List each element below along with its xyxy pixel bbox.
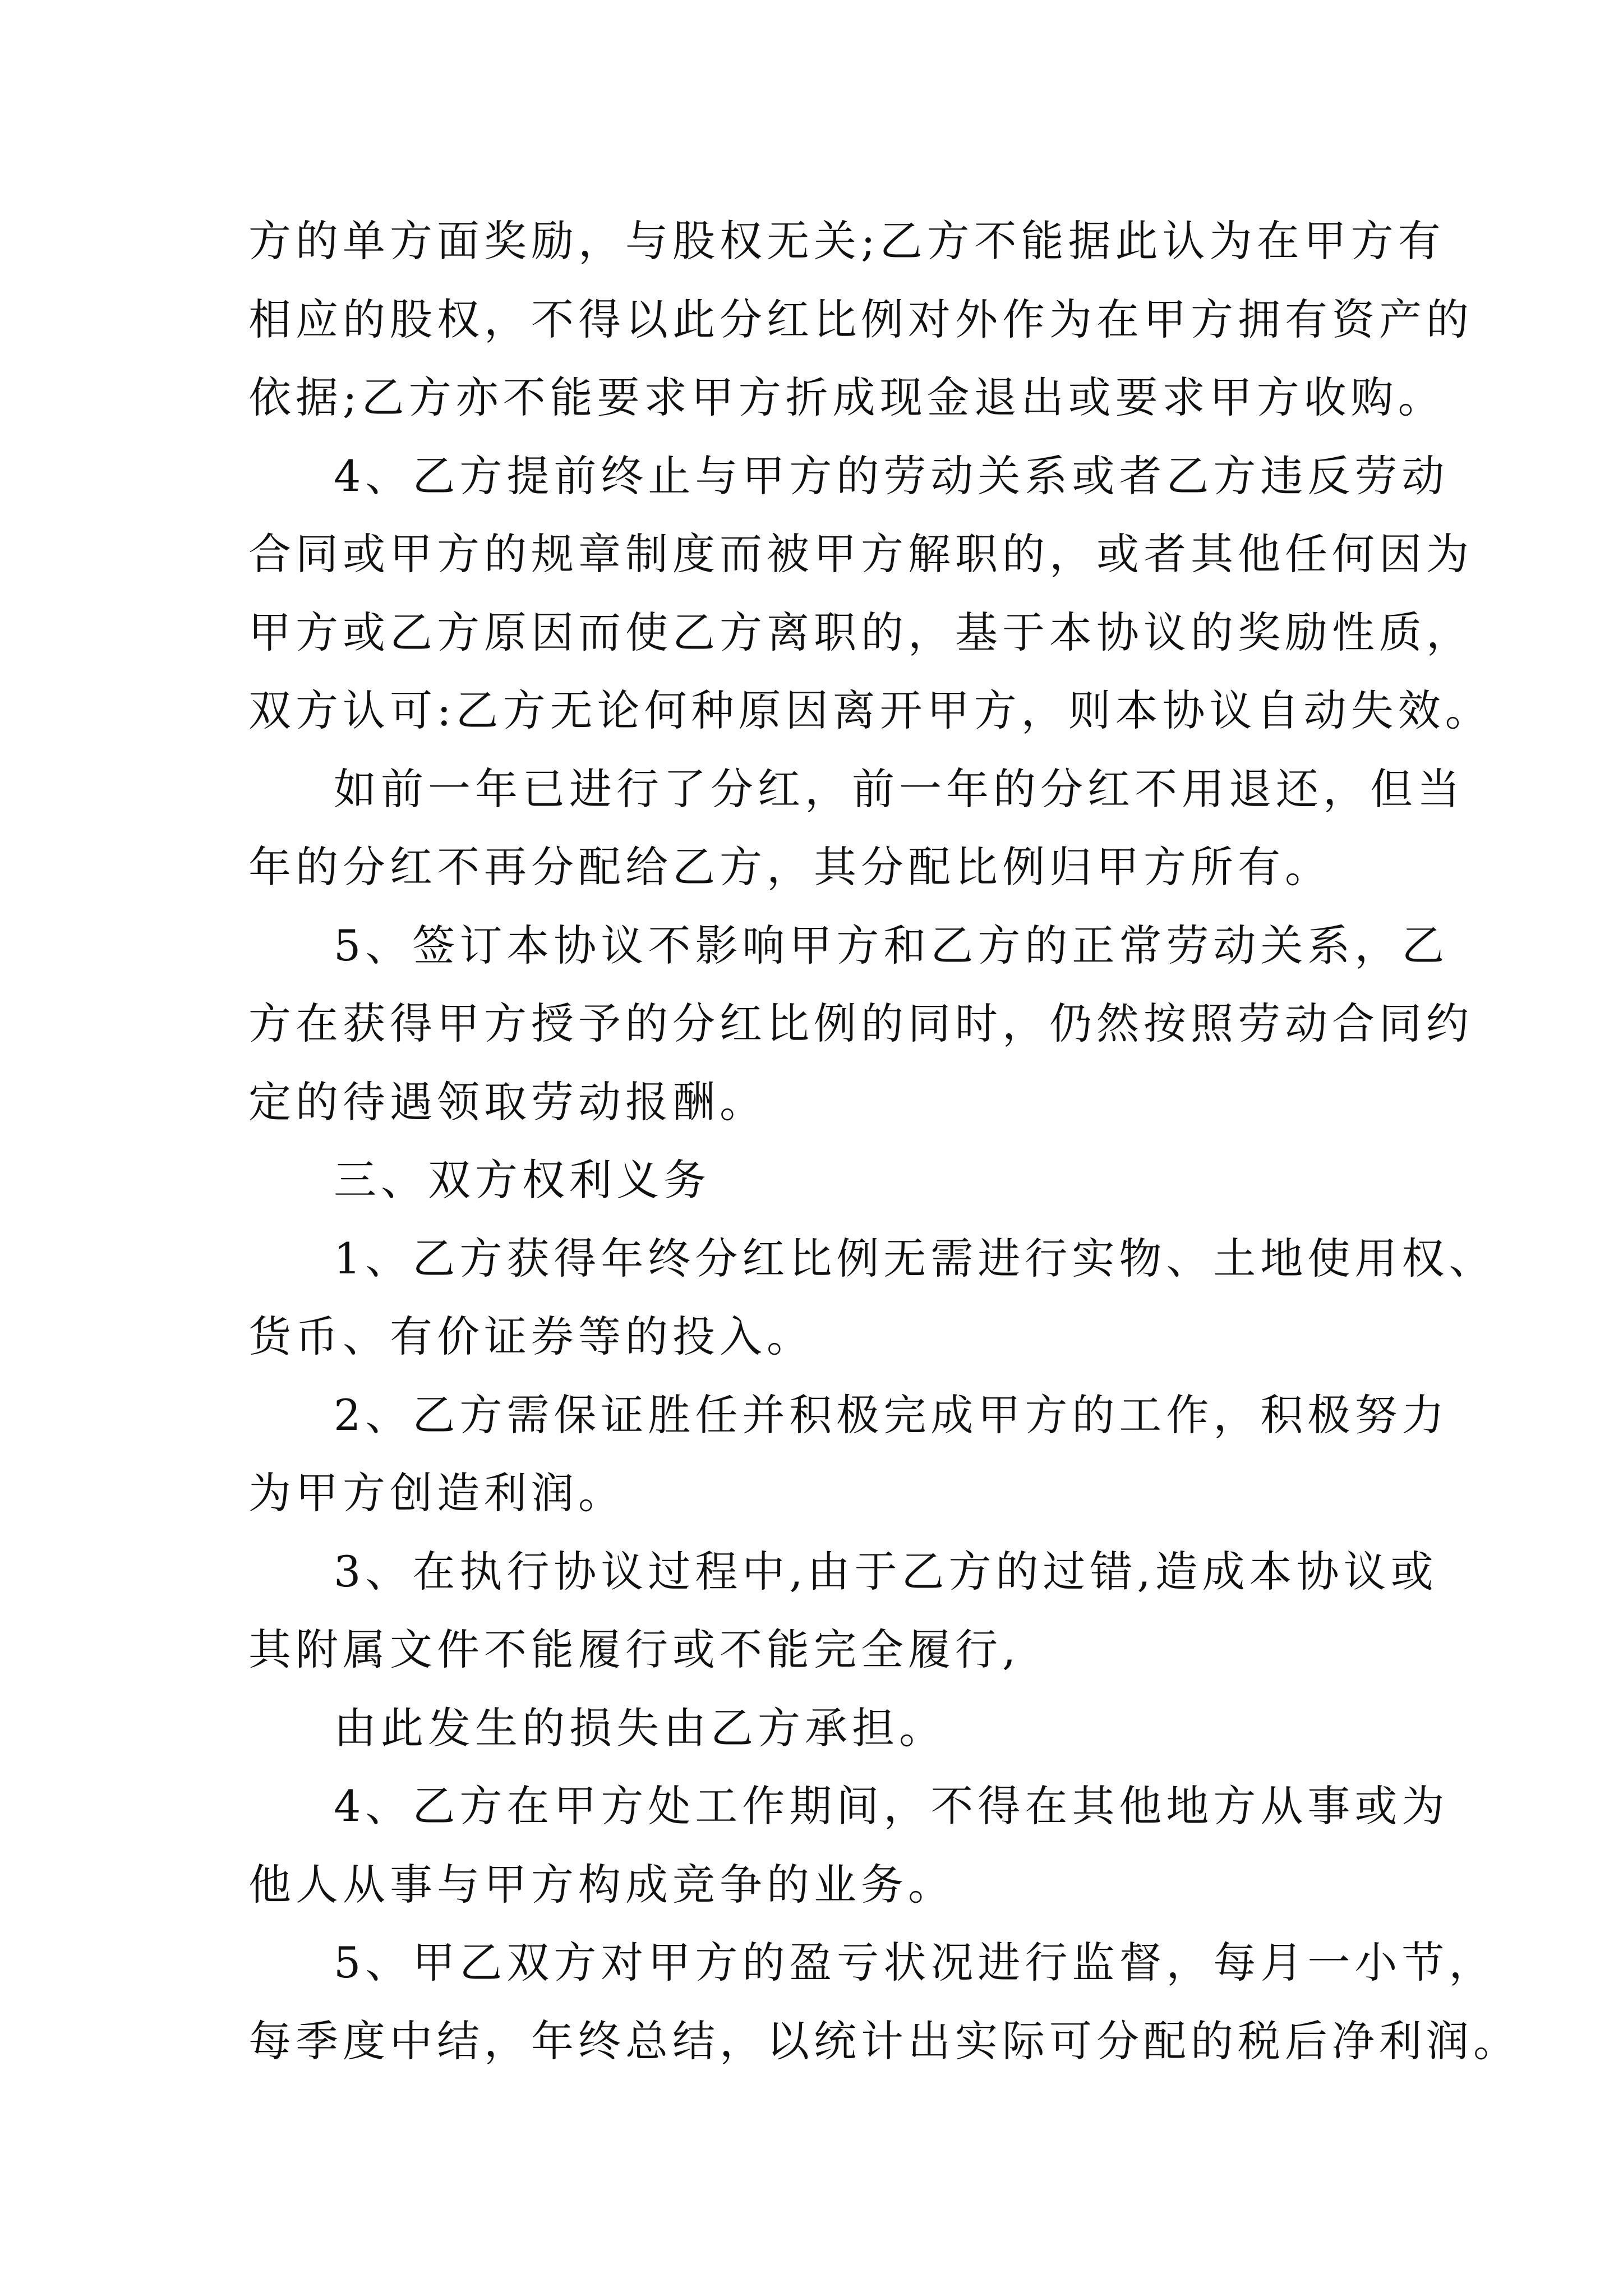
- text-line-14: 1、乙方获得年终分红比例无需进行实物、土地使用权、: [334, 1233, 1496, 1283]
- text-line-06: 甲方或乙方原因而使乙方离职的，基于本协议的奖励性质，: [248, 607, 1473, 657]
- text-line-15: 货币、有价证券等的投入。: [248, 1312, 814, 1361]
- text-line-01: 方的单方面奖励，与股权无关;乙方不能据此认为在甲方有: [248, 216, 1445, 266]
- text-line-23: 5、甲乙双方对甲方的盈亏状况进行监督，每月一小节，: [334, 1938, 1496, 1987]
- text-line-05: 合同或甲方的规章制度而被甲方解职的，或者其他任何因为: [248, 529, 1473, 579]
- text-line-18: 3、在执行协议过程中,由于乙方的过错,造成本协议或: [334, 1546, 1438, 1596]
- text-line-07: 双方认可:乙方无论何种原因离开甲方，则本协议自动失效。: [248, 685, 1492, 735]
- document-body: [248, 202, 1520, 2080]
- text-line-09: 年的分红不再分配给乙方，其分配比例归甲方所有。: [248, 842, 1332, 892]
- text-line-19: 其附属文件不能履行或不能完全履行,: [248, 1625, 1021, 1674]
- text-line-17: 为甲方创造利润。: [248, 1468, 625, 1518]
- text-line-08: 如前一年已进行了分红，前一年的分红不用退还，但当: [334, 763, 1464, 814]
- text-line-22: 他人从事与甲方构成竞争的业务。: [248, 1859, 955, 1910]
- text-line-20: 由此发生的损失由乙方承担。: [334, 1703, 946, 1753]
- text-line-10: 5、签订本协议不影响甲方和乙方的正常劳动关系，乙: [334, 920, 1449, 970]
- text-line-24: 每季度中结，年终总结，以统计出实际可分配的税后净利润。: [248, 2016, 1520, 2066]
- text-line-03: 依据;乙方亦不能要求甲方折成现金退出或要求甲方收购。: [248, 372, 1445, 422]
- text-line-04: 4、乙方提前终止与甲方的劳动关系或者乙方违反劳动: [334, 450, 1449, 501]
- text-line-21: 4、乙方在甲方处工作期间，不得在其他地方从事或为: [334, 1781, 1449, 1831]
- text-line-02: 相应的股权，不得以此分红比例对外作为在甲方拥有资产的: [248, 294, 1473, 344]
- text-line-12: 定的待遇领取劳动报酬。: [248, 1076, 767, 1127]
- section-heading: 三、双方权利义务: [334, 1155, 711, 1205]
- text-line-16: 2、乙方需保证胜任并积极完成甲方的工作，积极努力: [334, 1389, 1449, 1440]
- text-line-11: 方在获得甲方授予的分红比例的同时，仍然按照劳动合同约: [248, 999, 1473, 1048]
